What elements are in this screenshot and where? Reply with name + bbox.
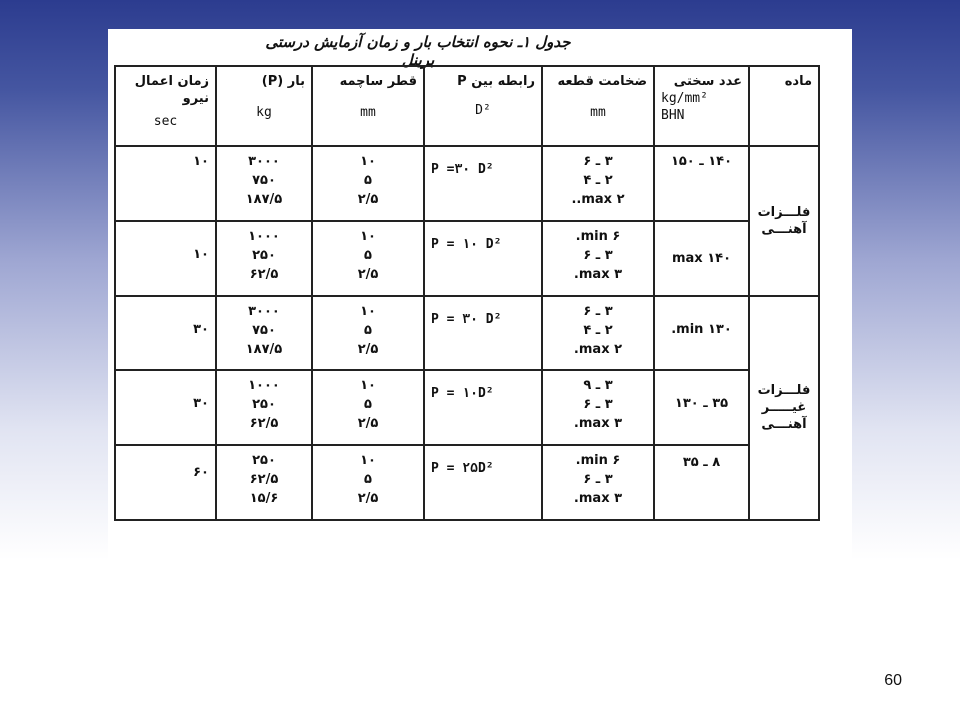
cell-load: ۳۰۰۰ ۷۵۰ ۱۸۷/۵ xyxy=(216,296,312,371)
cell-relation: P = ۳۰ D² xyxy=(424,296,542,371)
cell-relation: P = ۲۵D² xyxy=(424,445,542,520)
header-diameter: قطر ساچمه mm xyxy=(312,66,424,146)
cell-hardness: ۳۵ ـ ۱۳۰ xyxy=(654,370,749,445)
header-material: ماده xyxy=(749,66,819,146)
cell-load: ۱۰۰۰ ۲۵۰ ۶۲/۵ xyxy=(216,221,312,296)
cell-diameter: ۱۰ ۵ ۲/۵ xyxy=(312,296,424,371)
cell-thickness: ۳ ـ ۶ ۲ ـ ۴ ۲ max. xyxy=(542,296,654,371)
cell-thickness: ۶ min. ۳ ـ ۶ ۳ max. xyxy=(542,445,654,520)
cell-hardness: ۸ ـ ۳۵ xyxy=(654,445,749,520)
cell-hardness: ۱۴۰ max xyxy=(654,221,749,296)
cell-load: ۳۰۰۰ ۷۵۰ ۱۸۷/۵ xyxy=(216,146,312,221)
cell-hardness: ۱۳۰ min. xyxy=(654,296,749,371)
header-relation: رابطه بین P D² xyxy=(424,66,542,146)
page-number: 60 xyxy=(884,672,902,689)
cell-hardness: ۱۴۰ ـ ۱۵۰ xyxy=(654,146,749,221)
table-row xyxy=(115,146,819,221)
cell-diameter: ۱۰ ۵ ۲/۵ xyxy=(312,221,424,296)
cell-diameter: ۱۰ ۵ ۲/۵ xyxy=(312,146,424,221)
cell-thickness: ۳ ـ ۹ ۳ ـ ۶ ۳ max. xyxy=(542,370,654,445)
cell-load: ۱۰۰۰ ۲۵۰ ۶۲/۵ xyxy=(216,370,312,445)
table-row xyxy=(115,221,819,296)
cell-time: ۶۰ xyxy=(115,445,216,520)
header-time: زمان اعمال نیرو sec xyxy=(115,66,216,146)
cell-diameter: ۱۰ ۵ ۲/۵ xyxy=(312,445,424,520)
header-load: بار (P) kg xyxy=(216,66,312,146)
brinell-table xyxy=(114,65,820,521)
header-hardness: عدد سختی kg/mm² BHN xyxy=(654,66,749,146)
document-page xyxy=(108,29,852,642)
cell-diameter: ۱۰ ۵ ۲/۵ xyxy=(312,370,424,445)
group-label-nonferrous: فلـــزات غیـــــر آهنـــی xyxy=(749,296,819,520)
table-row xyxy=(115,370,819,445)
header-thickness: ضخامت قطعه mm xyxy=(542,66,654,146)
cell-relation: P = ۱۰ D² xyxy=(424,221,542,296)
cell-time: ۳۰ xyxy=(115,370,216,445)
cell-time: ۱۰ xyxy=(115,146,216,221)
cell-thickness: ۳ ـ ۶ ۲ ـ ۴ ۲ max.. xyxy=(542,146,654,221)
cell-load: ۲۵۰ ۶۲/۵ ۱۵/۶ xyxy=(216,445,312,520)
table-row xyxy=(115,445,819,520)
cell-thickness: ۶ min. ۳ ـ ۶ ۳ max. xyxy=(542,221,654,296)
group-label-ferrous: فلـــزات آهنـــی xyxy=(749,146,819,296)
header-row xyxy=(115,66,819,146)
cell-relation: P =۳۰ D² xyxy=(424,146,542,221)
cell-time: ۱۰ xyxy=(115,221,216,296)
cell-time: ۳۰ xyxy=(115,296,216,371)
table-row xyxy=(115,296,819,371)
table-title: جدول ۱ـ نحوه انتخاب بار و زمان آزمایش درستی برینل xyxy=(265,33,571,69)
cell-relation: P = ۱۰D² xyxy=(424,370,542,445)
